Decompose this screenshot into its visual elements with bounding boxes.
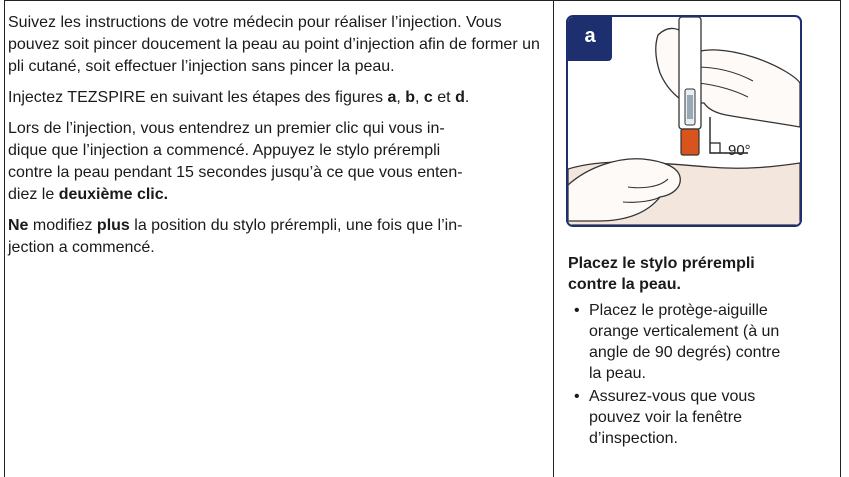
column-divider xyxy=(553,0,554,477)
bullet-item: • Placez le protège-aiguille orange verticalement (à un angle de 90 degrés) contre la peau. xyxy=(572,300,822,384)
paragraph-position: Ne modifiez plus la position du stylo prérempli, une fois que l’in- jection a commencé. xyxy=(8,217,463,256)
bullet-item: • Assurez-vous que vous pouvez voir la fenêtre d’inspection. xyxy=(572,386,822,449)
upper-hand xyxy=(656,28,800,127)
step-title: Placez le stylo prérempli contre la peau. xyxy=(568,255,755,293)
angle-label: 90° xyxy=(728,142,751,159)
figure-badge: a xyxy=(568,17,612,61)
paragraph-instructions: Suivez les instructions de votre médecin pour réaliser l’injection. Vous pouvez soit pincer doucement la peau au point d’injection afin de former un pli cutané, soit effectuer l’injection sans pincer la peau. xyxy=(8,14,540,75)
step-bullets xyxy=(572,300,822,451)
figure-a-illustration xyxy=(566,15,802,227)
paragraph-figures: Injectez TEZSPIRE en suivant les étapes des figures a, b, c et d. xyxy=(8,89,470,106)
left-column-text xyxy=(8,12,548,268)
paragraph-click: Lors de l’injection, vous entendrez un premier clic qui vous in- dique que l’injection a commencé. Appuyez le stylo prérempli contre la peau pendant 15 secondes jusqu’à ce que vous enten- diez le deuxième clic. xyxy=(8,120,463,203)
needle-guard xyxy=(681,129,699,155)
